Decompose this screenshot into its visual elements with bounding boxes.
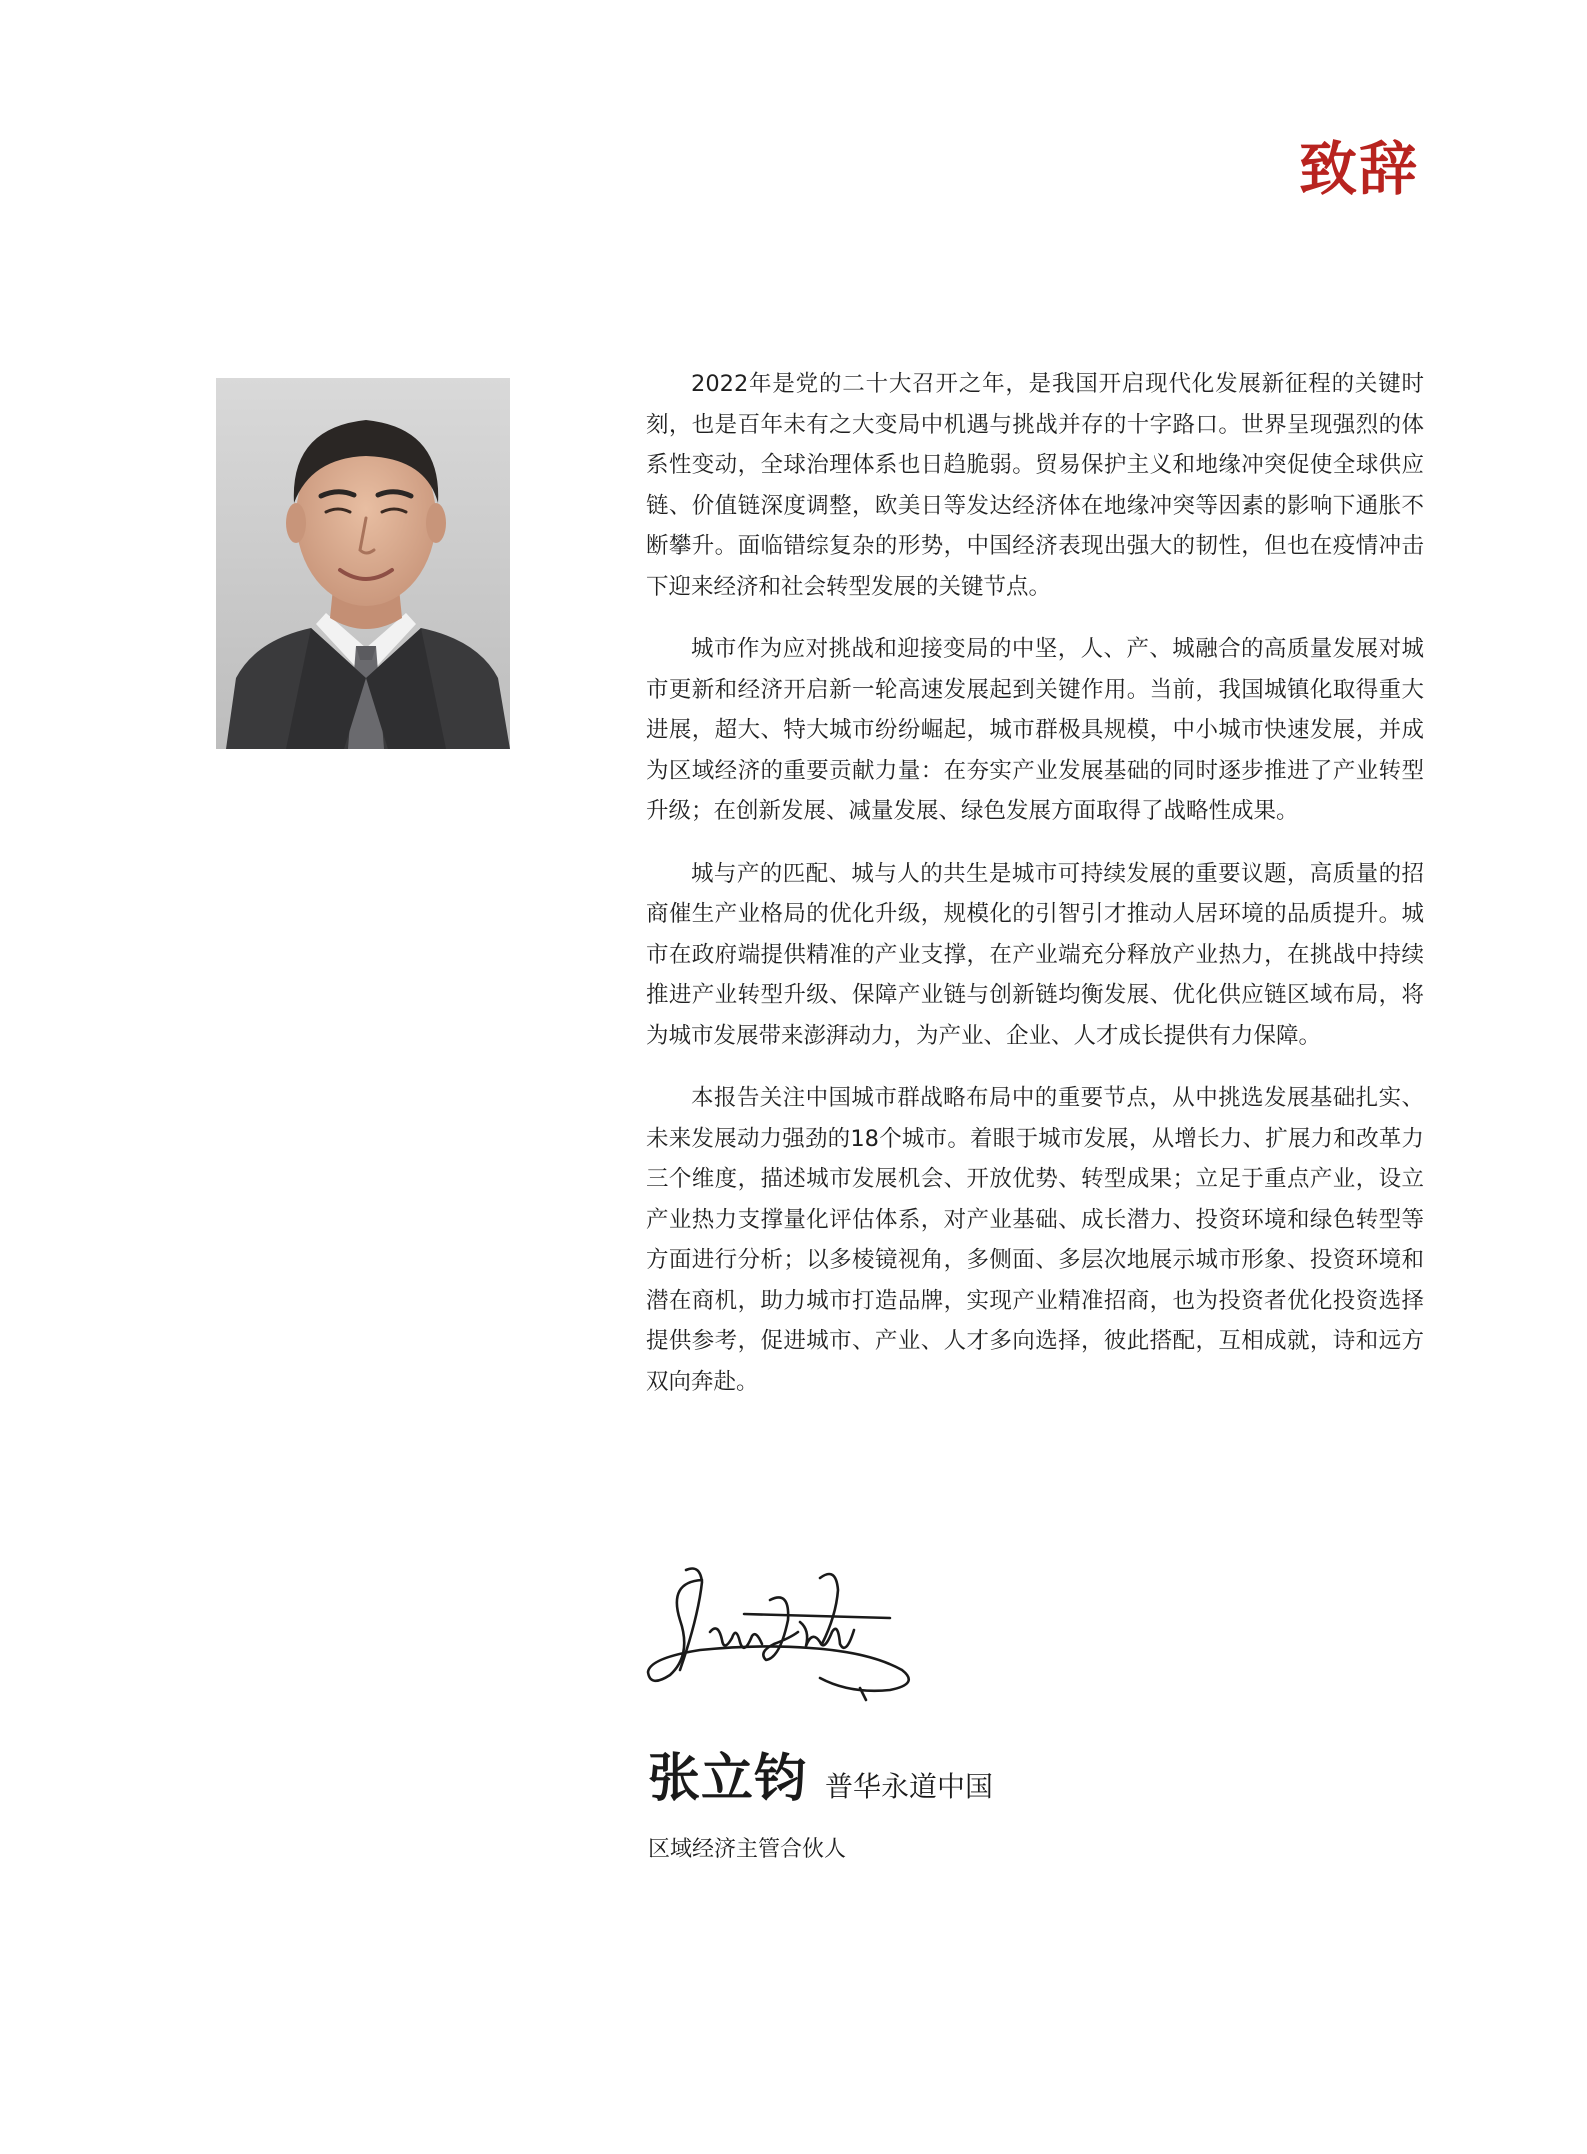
page-title: 致辞 [1298,135,1419,203]
signature [640,1560,930,1710]
paragraph-4: 本报告关注中国城市群战略布局中的重要节点，从中挑选发展基础扎实、未来发展动力强劲的18个城市。着眼于城市发展，从增长力、扩展力和改革力三个维度，描述城市发展机会、开放优势、转型成果；立足于重点产业，设立产业热力支撑量化评估体系，对产业基础、成长潜力、投资环境和绿色转型等方面进行分析；以多棱镜视角，多侧面、多层次地展示城市形象、投资环境和潜在商机，助力城市打造品牌，实现产业精准招商，也为投资者优化投资选择提供参考，促进城市、产业、人才多向选择，彼此搭配，互相成就，诗和远方双向奔赴。 [646,1085,1424,1395]
paragraph-2: 城市作为应对挑战和迎接变局的中坚，人、产、城融合的高质量发展对城市更新和经济开启新一轮高速发展起到关键作用。当前，我国城镇化取得重大进展，超大、特大城市纷纷崛起，城市群极具规模，中小城市快速发展，并成为区域经济的重要贡献力量：在夯实产业发展基础的同时逐步推进了产业转型升级；在创新发展、减量发展、绿色发展方面取得了战略性成果。 [646,636,1424,824]
letter-body [646,364,1424,1424]
signer-line [648,1736,993,1811]
signer-company: 普华永道中国 [825,1770,994,1803]
signer-role: 区域经济主管合伙人 [648,1837,847,1862]
paragraph-1: 2022年是党的二十大召开之年，是我国开启现代化发展新征程的关键时刻，也是百年未有之大变局中机遇与挑战并存的十字路口。世界呈现强烈的体系性变动，全球治理体系也日趋脆弱。贸易保护主义和地缘冲突促使全球供应链、价值链深度调整，欧美日等发达经济体在地缘冲突等因素的影响下通胀不断攀升。面临错综复杂的形势，中国经济表现出强大的韧性，但也在疫情冲击下迎来经济和社会转型发展的关键节点。 [646,371,1424,600]
paragraph-3: 城与产的匹配、城与人的共生是城市可持续发展的重要议题，高质量的招商催生产业格局的优化升级，规模化的引智引才推动人居环境的品质提升。城市在政府端提供精准的产业支撑，在产业端充分释放产业热力，在挑战中持续推进产业转型升级、保障产业链与创新链均衡发展、优化供应链区域布局，将为城市发展带来澎湃动力，为产业、企业、人才成长提供有力保障。 [646,860,1424,1049]
signer-name: 张立钧 [648,1749,808,1809]
signature-icon [640,1560,930,1710]
portrait-photo [216,378,510,749]
person-portrait-icon [216,378,510,749]
